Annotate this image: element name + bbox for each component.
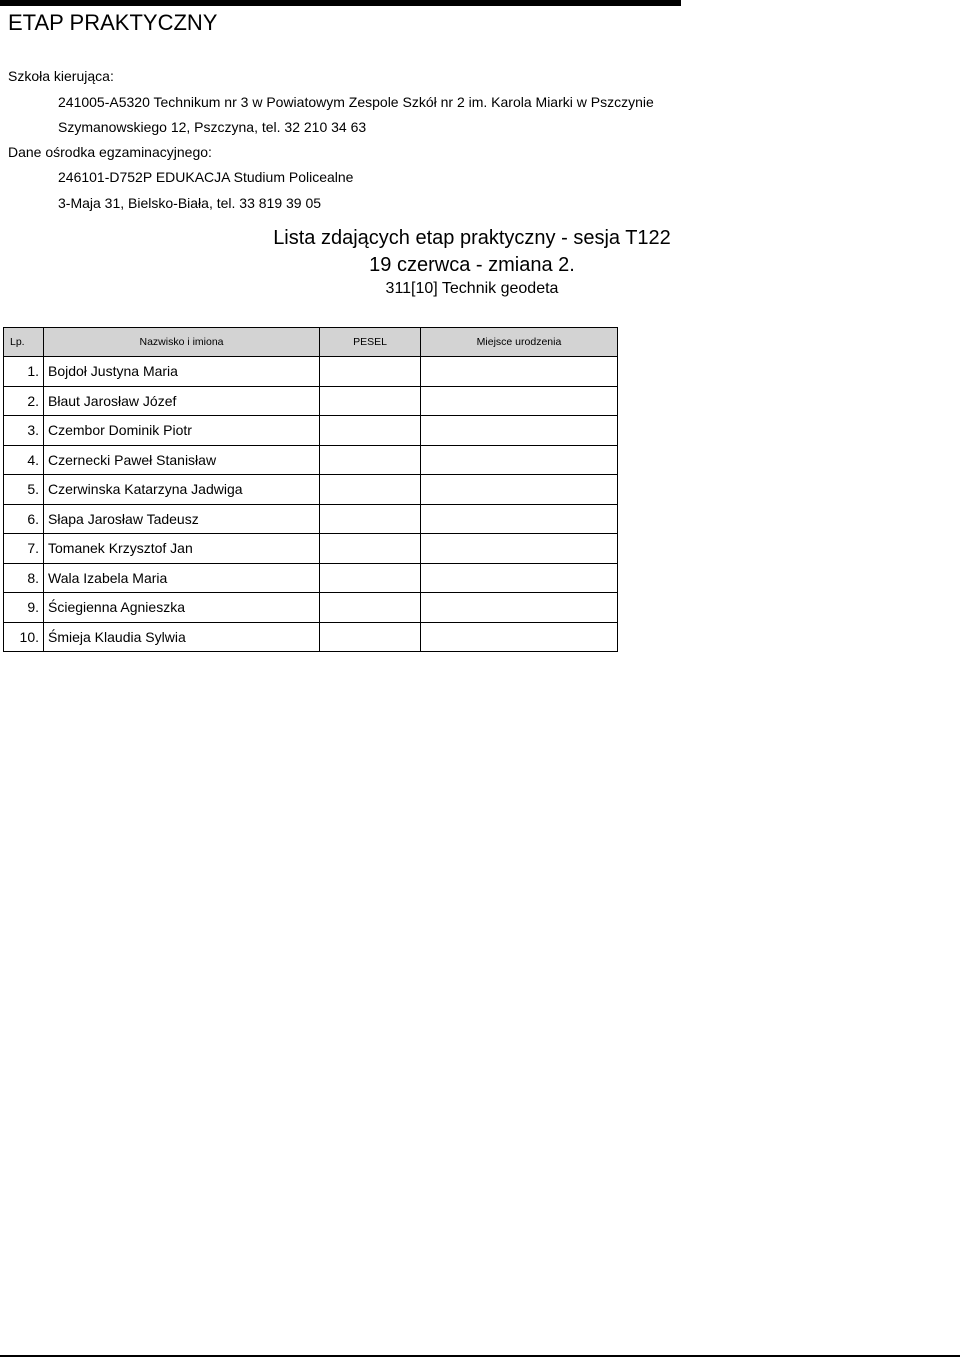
list-title: Lista zdających etap praktyczny - sesja T122 (273, 227, 671, 249)
list-profession: 311[10] Technik geodeta (385, 280, 559, 297)
candidate-name: Czerwinska Katarzyna Jadwiga (44, 475, 320, 505)
pesel-cell (320, 475, 421, 505)
table-row (4, 386, 618, 416)
column-header-pesel: PESEL (320, 328, 421, 357)
column-header-birthplace: Miejsce urodzenia (421, 328, 618, 357)
row-number: 2. (4, 386, 44, 416)
column-header-lp: Lp. (4, 328, 44, 357)
center-address: 3-Maja 31, Bielsko-Biała, tel. 33 819 39 05 (58, 195, 322, 211)
page-title: ETAP PRAKTYCZNY (8, 10, 218, 35)
candidate-name: Śmieja Klaudia Sylwia (44, 622, 320, 652)
table-row (4, 416, 618, 446)
column-header-name: Nazwisko i imiona (44, 328, 320, 357)
birthplace-cell (421, 357, 618, 387)
row-number: 9. (4, 593, 44, 623)
pesel-cell (320, 416, 421, 446)
birthplace-cell (421, 445, 618, 475)
bottom-rule (0, 1355, 960, 1357)
candidate-name: Bojdoł Justyna Maria (44, 357, 320, 387)
row-number: 1. (4, 357, 44, 387)
table-row (4, 622, 618, 652)
list-date-shift: 19 czerwca - zmiana 2. (369, 254, 575, 276)
table-row (4, 504, 618, 534)
candidate-name: Słapa Jarosław Tadeusz (44, 504, 320, 534)
birthplace-cell (421, 593, 618, 623)
row-number: 4. (4, 445, 44, 475)
center-label: Dane ośrodka egzaminacyjnego: (8, 144, 212, 160)
candidate-name: Tomanek Krzysztof Jan (44, 534, 320, 564)
birthplace-cell (421, 622, 618, 652)
school-label: Szkoła kierująca: (8, 68, 114, 84)
table-row (4, 357, 618, 387)
birthplace-cell (421, 563, 618, 593)
birthplace-cell (421, 386, 618, 416)
pesel-cell (320, 386, 421, 416)
table-row (4, 593, 618, 623)
table-row (4, 445, 618, 475)
candidate-name: Ściegienna Agnieszka (44, 593, 320, 623)
candidate-name: Wala Izabela Maria (44, 563, 320, 593)
row-number: 6. (4, 504, 44, 534)
birthplace-cell (421, 504, 618, 534)
pesel-cell (320, 622, 421, 652)
table-row (4, 475, 618, 505)
candidate-name: Błaut Jarosław Józef (44, 386, 320, 416)
row-number: 5. (4, 475, 44, 505)
pesel-cell (320, 563, 421, 593)
pesel-cell (320, 445, 421, 475)
birthplace-cell (421, 475, 618, 505)
birthplace-cell (421, 534, 618, 564)
candidate-name: Czernecki Paweł Stanisław (44, 445, 320, 475)
table-row (4, 563, 618, 593)
row-number: 10. (4, 622, 44, 652)
pesel-cell (320, 593, 421, 623)
pesel-cell (320, 534, 421, 564)
table-row (4, 534, 618, 564)
row-number: 3. (4, 416, 44, 446)
school-name: 241005-A5320 Technikum nr 3 w Powiatowym Zespole Szkół nr 2 im. Karola Miarki w Pszczynie (58, 94, 654, 110)
birthplace-cell (421, 416, 618, 446)
top-rule (0, 0, 681, 6)
table-header-row (4, 328, 618, 357)
school-address: Szymanowskiego 12, Pszczyna, tel. 32 210 34 63 (58, 119, 367, 135)
row-number: 7. (4, 534, 44, 564)
row-number: 8. (4, 563, 44, 593)
candidate-name: Czembor Dominik Piotr (44, 416, 320, 446)
pesel-cell (320, 357, 421, 387)
candidates-table (3, 327, 618, 652)
pesel-cell (320, 504, 421, 534)
center-name: 246101-D752P EDUKACJA Studium Policealne (58, 169, 354, 185)
